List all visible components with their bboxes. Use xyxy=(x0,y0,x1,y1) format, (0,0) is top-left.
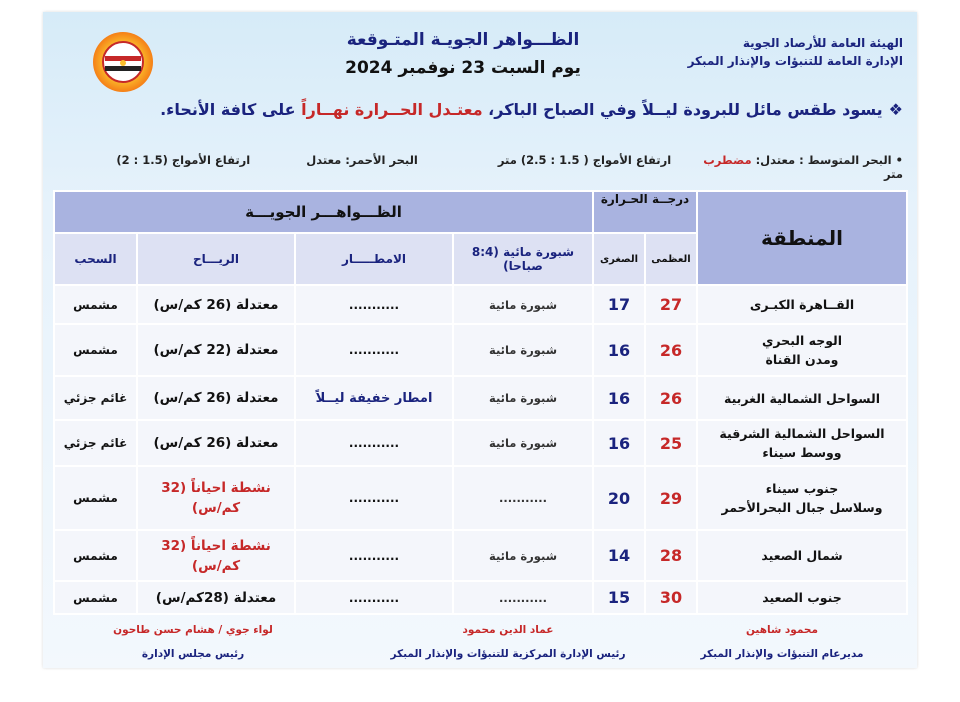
signature-1 xyxy=(667,618,897,666)
region-cell: السواحل الشمالية الغربية xyxy=(697,376,907,420)
wind-cell: معتدلة (22 كم/س) xyxy=(137,324,295,376)
summary-part-3: على كافة الأنحاء. xyxy=(160,100,302,119)
fog-cell: ........... xyxy=(453,581,593,614)
max-temp-cell: 26 xyxy=(645,376,697,420)
table-row xyxy=(54,376,907,420)
region-header: المنطقة xyxy=(697,191,907,285)
rain-cell: ........... xyxy=(295,420,453,466)
fog-cell: شبورة مائية xyxy=(453,530,593,581)
max-temp-cell: 25 xyxy=(645,420,697,466)
max-temp-cell: 30 xyxy=(645,581,697,614)
weather-summary xyxy=(143,100,903,119)
cloud-cell: مشمس xyxy=(54,324,137,376)
min-temp-cell: 20 xyxy=(593,466,645,530)
max-temp-cell: 28 xyxy=(645,530,697,581)
fog-cell: شبورة مائية xyxy=(453,420,593,466)
region-cell: الوجه البحري ومدن القناة xyxy=(697,324,907,376)
wind-header: الريـــاح xyxy=(137,233,295,285)
signatory-position: مديرعام التنبؤات والإنذار المبكر xyxy=(700,648,864,660)
ema-logo xyxy=(91,30,155,94)
signatory-name: محمود شاهين xyxy=(745,624,819,636)
cloud-cell: غائم جزئي xyxy=(54,376,137,420)
page-title: الظـــواهر الجويـة المتـوقعة xyxy=(346,30,580,50)
table-row xyxy=(54,530,907,581)
red-sea-label: البحر الأحمر: معتدل xyxy=(306,153,418,167)
red-sea-waves: ارتفاع الأمواج (1.5 : 2) متر xyxy=(116,153,903,181)
rain-cell: امطار خفيفة ليــلاً xyxy=(295,376,453,420)
forecast-date: يوم السبت 23 نوفمبر 2024 xyxy=(345,58,581,78)
cloud-cell: مشمس xyxy=(54,285,137,324)
max-temp-cell: 29 xyxy=(645,466,697,530)
phenomena-header: الظـــواهـــر الجويـــة xyxy=(54,191,593,233)
rain-cell: ........... xyxy=(295,324,453,376)
cloud-cell: مشمس xyxy=(54,466,137,530)
cloud-cell: مشمس xyxy=(54,581,137,614)
fog-cell: شبورة مائية xyxy=(453,376,593,420)
signatory-name: عماد الدين محمود xyxy=(462,624,554,636)
med-sea-label: البحر المتوسط : معتدل: xyxy=(751,153,892,167)
region-cell: السواحل الشمالية الشرقية ووسط سيناء xyxy=(697,420,907,466)
rain-cell: ........... xyxy=(295,466,453,530)
wind-cell: نشطة احياناً (32 كم/س) xyxy=(137,466,295,530)
signatory-name: لواء جوي / هشام حسن طاحون xyxy=(113,624,273,636)
signature-3 xyxy=(83,618,303,666)
cloud-cell: مشمس xyxy=(54,530,137,581)
sea-conditions xyxy=(103,153,903,181)
org-line-2: الإدارة العامة للتنبؤات والإنذار المبكر xyxy=(687,54,903,68)
rain-cell: ........... xyxy=(295,530,453,581)
min-temp-header: الصغرى xyxy=(593,233,645,285)
wind-cell: معتدلة (26 كم/س) xyxy=(137,420,295,466)
cloud-cell: غائم جزئي xyxy=(54,420,137,466)
region-cell: القــاهرة الكبـرى xyxy=(697,285,907,324)
min-temp-cell: 16 xyxy=(593,324,645,376)
max-temp-header: العظمى xyxy=(645,233,697,285)
summary-part-2: معتـدل الحــرارة نهــاراً xyxy=(301,100,483,119)
summary-part-1: يسود طقس مائل للبرودة ليــلاً وفي الصباح الباكر، xyxy=(482,100,883,119)
min-temp-cell: 14 xyxy=(593,530,645,581)
organization-name xyxy=(688,34,903,70)
rain-cell: ........... xyxy=(295,285,453,324)
signatory-position: رئيس مجلس الإدارة xyxy=(141,648,245,660)
wind-cell: معتدلة (26 كم/س) xyxy=(137,376,295,420)
fog-header: شبورة مائية (8:4 صباحا) xyxy=(453,233,593,285)
min-temp-cell: 16 xyxy=(593,420,645,466)
table-row xyxy=(54,420,907,466)
signatory-position: رئيس الإدارة المركزية للتنبؤات والإنذار المبكر xyxy=(390,648,626,660)
table-row xyxy=(54,285,907,324)
diamond-bullet-icon: ❖ xyxy=(888,100,903,119)
fog-cell: ........... xyxy=(453,466,593,530)
region-cell: جنوب الصعيد xyxy=(697,581,907,614)
wind-cell: معتدلة (28كم/س) xyxy=(137,581,295,614)
signature-2 xyxy=(373,618,643,666)
min-temp-cell: 15 xyxy=(593,581,645,614)
region-cell: جنوب سيناء وسلاسل جبال البحرالأحمر xyxy=(697,466,907,530)
bullet-icon: • xyxy=(895,153,903,167)
max-temp-cell: 27 xyxy=(645,285,697,324)
forecast-table xyxy=(53,190,908,615)
fog-cell: شبورة مائية xyxy=(453,285,593,324)
med-sea-waves: ارتفاع الأمواج ( 1.5 : 2.5) متر xyxy=(497,153,672,167)
max-temp-cell: 26 xyxy=(645,324,697,376)
org-line-1: الهيئة العامة للأرصاد الجوية xyxy=(742,36,903,50)
cloud-header: السحب xyxy=(54,233,137,285)
table-row xyxy=(54,581,907,614)
region-cell: شمال الصعيد xyxy=(697,530,907,581)
table-row xyxy=(54,324,907,376)
rain-header: الامطـــــار xyxy=(295,233,453,285)
min-temp-cell: 16 xyxy=(593,376,645,420)
temperature-header: درجــة الحـرارة xyxy=(593,191,697,233)
wind-cell: معتدلة (26 كم/س) xyxy=(137,285,295,324)
min-temp-cell: 17 xyxy=(593,285,645,324)
med-sea-state: مضطرب xyxy=(703,153,752,167)
rain-cell: ........... xyxy=(295,581,453,614)
table-row xyxy=(54,466,907,530)
fog-cell: شبورة مائية xyxy=(453,324,593,376)
wind-cell: نشطة احياناً (32 كم/س) xyxy=(137,530,295,581)
signatures xyxy=(43,618,917,668)
